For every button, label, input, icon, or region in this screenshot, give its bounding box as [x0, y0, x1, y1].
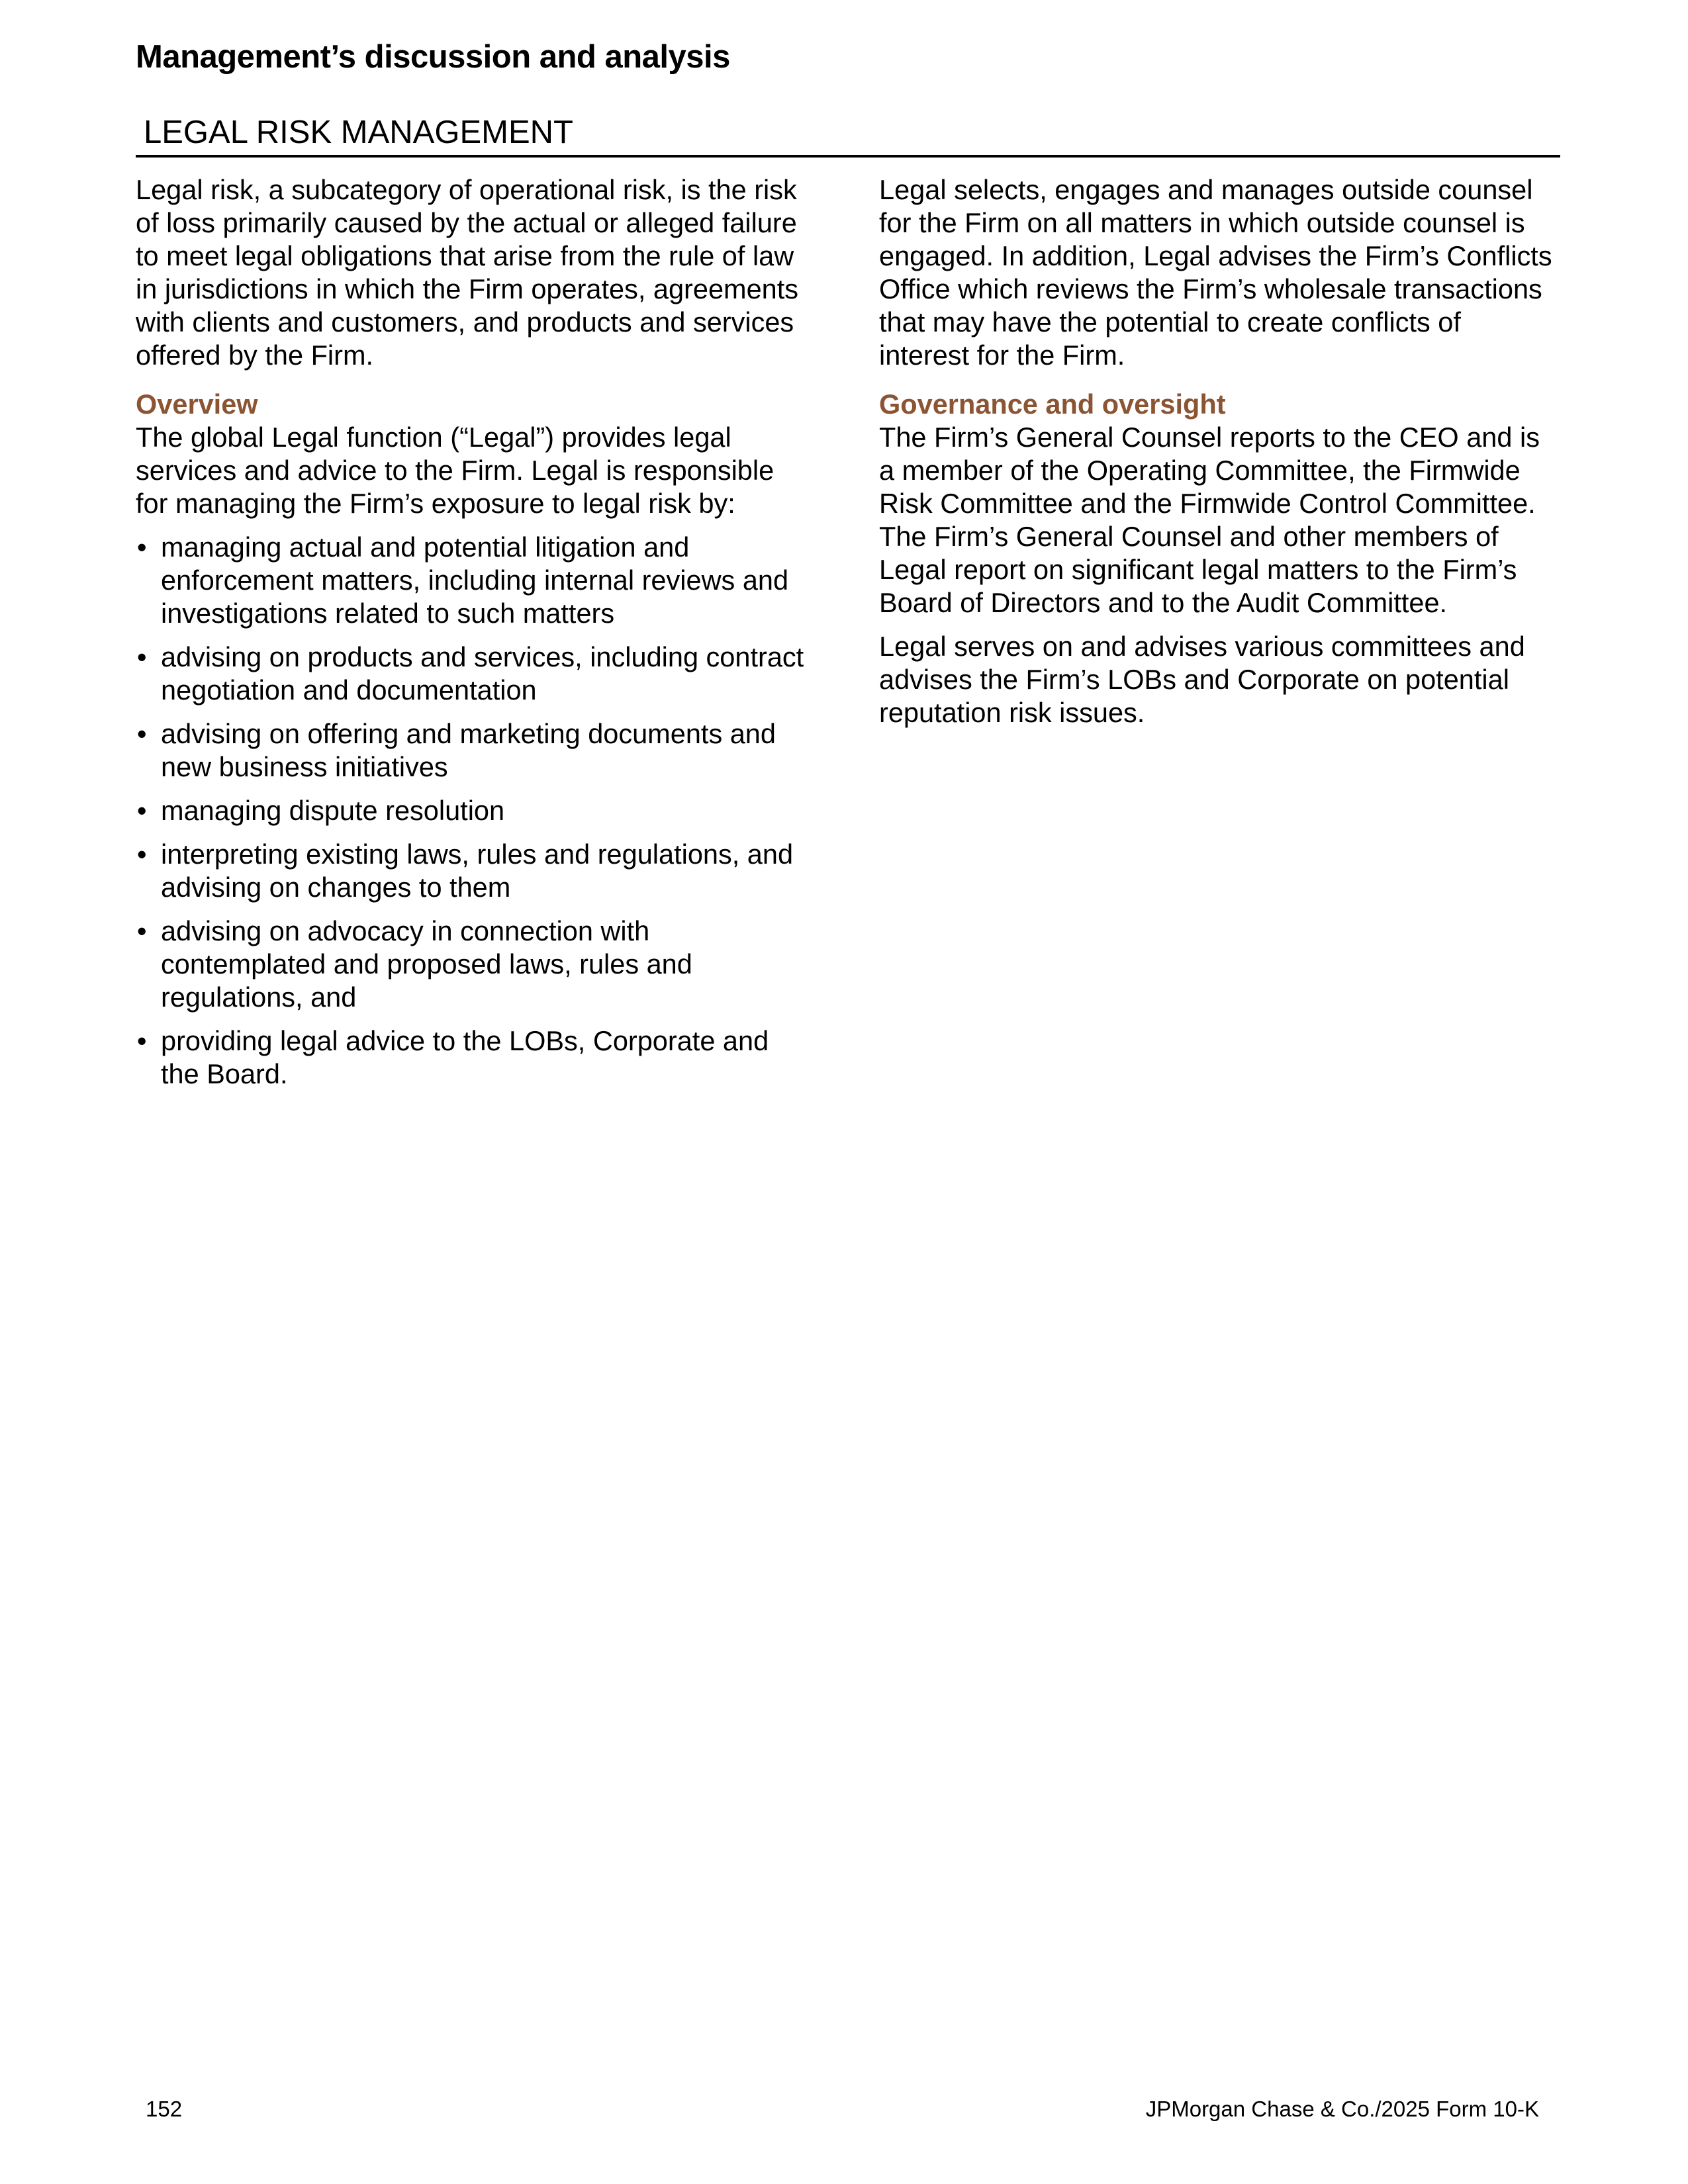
intro-paragraph: Legal risk, a subcategory of operational risk, is the risk of loss primarily caused by the actual or alleged failure to meet legal obligations that arise from the rule of law in jurisdictions in which the Firm operates, agreements with clients and customers, and products and services offered by the Firm.	[136, 174, 799, 371]
list-item-text: interpreting existing laws, rules and regulations, and advising on changes to them	[161, 839, 794, 903]
list-item	[136, 794, 811, 827]
governance-paragraph-1: The Firm’s General Counsel reports to the CEO and is a member of the Operating Committee, the Firmwide Risk Committee and the Firmwide Control Committee. The Firm’s General Counsel and other members of Legal report on significant legal matters to the Firm’s Board of Directors and to the Audit Committee.	[879, 422, 1540, 618]
page-number: 152	[146, 2097, 183, 2121]
governance-paragraph-2: Legal serves on and advises various committees and advises the Firm’s LOBs and Corporate on potential reputation risk issues.	[879, 631, 1525, 728]
list-item	[136, 531, 811, 630]
list-item	[136, 915, 811, 1014]
list-item-text: providing legal advice to the LOBs, Corporate and the Board.	[161, 1025, 769, 1089]
list-item-text: advising on advocacy in connection with contemplated and proposed laws, rules and regulations, and	[161, 915, 692, 1013]
bullet-icon: •	[137, 1025, 147, 1056]
governance-heading: Governance and oversight	[879, 388, 1226, 420]
list-item-text: managing dispute resolution	[161, 795, 505, 826]
page-header: Management’s discussion and analysis	[136, 39, 730, 75]
list-item-text: advising on offering and marketing documents and new business initiatives	[161, 718, 776, 782]
bullet-icon: •	[137, 795, 147, 826]
bullet-icon: •	[137, 641, 147, 672]
bullet-icon: •	[137, 531, 147, 563]
overview-heading: Overview	[136, 388, 258, 420]
publication-footer: JPMorgan Chase & Co./2025 Form 10-K	[1145, 2097, 1539, 2121]
bullet-icon: •	[137, 915, 147, 946]
list-item	[136, 641, 811, 707]
list-item-text: managing actual and potential litigation and enforcement matters, including internal reviews and investigations related to such matters	[161, 531, 789, 629]
list-item-text: advising on products and services, including contract negotiation and documentation	[161, 641, 804, 705]
list-item	[136, 1024, 811, 1091]
bullet-icon: •	[137, 839, 147, 870]
outside-counsel-paragraph: Legal selects, engages and manages outside counsel for the Firm on all matters in which outside counsel is engaged. In addition, Legal advises the Firm’s Conflicts Office which reviews the Firm’s wholesale transactions that may have the potential to create conflicts of interest for the Firm.	[879, 174, 1552, 371]
left-column	[136, 173, 811, 1101]
bullet-icon: •	[137, 718, 147, 749]
list-item	[136, 717, 811, 784]
responsibility-list	[136, 531, 811, 1091]
list-item	[136, 838, 811, 904]
right-column	[879, 173, 1554, 740]
section-title: LEGAL RISK MANAGEMENT	[136, 114, 1560, 158]
overview-paragraph: The global Legal function (“Legal”) provides legal services and advice to the Firm. Legal is responsible for managing the Firm’s exposure to legal risk by:	[136, 422, 774, 519]
